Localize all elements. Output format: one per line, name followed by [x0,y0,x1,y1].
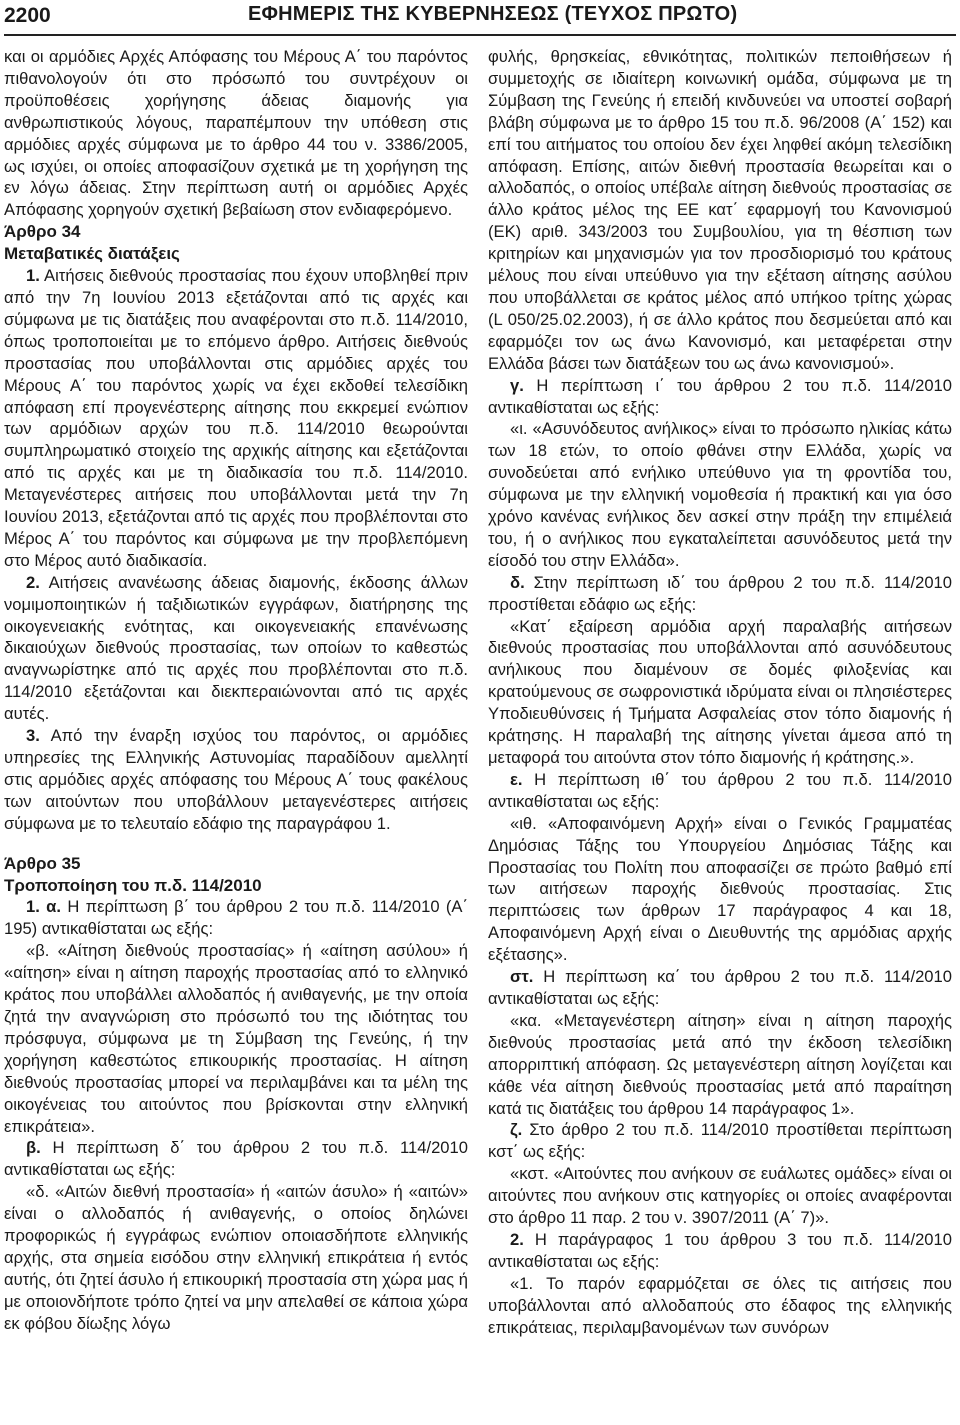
paragraph-text: Στο άρθρο 2 του π.δ. 114/2010 προστίθεται περίπτωση κστ΄ ως εξής: [488,1120,952,1162]
paragraph-number: β. [26,1138,41,1158]
paragraph [4,1137,468,1181]
paragraph: φυλής, θρησκείας, εθνικότητας, πολιτικών πεποιθήσεων ή συμμετοχής σε ιδιαίτερη κοινωνική ομάδα, σύμφωνα με τη Σύμβαση της Γενεύης ή επειδή κινδυνεύει να υποστεί σοβαρή βλάβη σύμφωνα με το άρθρο 15 του π.δ. 96/2008 (Α΄ 152) και επί του αιτήματος του οποίου δεν έχει ληφθεί ακόμη τελεσίδικη απόφαση. Επίσης, αιτών διεθνή προστασία θεωρείται και ο αλλοδαπός, ο οποίος υπέβαλε αίτηση διεθνούς προστασίας σε άλλο κράτος μέλος της ΕΕ κατ΄ εφαρμογή του Κανονισμού (ΕΚ) αριθ. 343/2003 του Συμβουλίου, για τη θέσπιση των κριτηρίων και μηχανισμών για τον προσδιορισμό του κράτους μέλους που είναι υπεύθυνο για την εξέταση αίτησης ασύλου που υποβάλλεται σε κράτος μέλος από υπήκοο τρίτης χώρας (L 050/25.02.2003), ή σε άλλο κράτος που δεσμεύεται από και εφαρμόζει τον ως άνω Κανονισμό, και μεταφέρεται στην Ελλάδα βάσει των διατάξεων του ως άνω κανονισμού». [488,47,952,373]
journal-title: ΕΦΗΜΕΡΙΣ ΤΗΣ ΚΥΒΕΡΝΗΣΕΩΣ (ΤΕΥΧΟΣ ΠΡΩΤΟ) [248,3,738,25]
page-header [4,0,956,32]
paragraph-text: Η περίπτωση β΄ του άρθρου 2 του π.δ. 114/2010 (Α΄ 195) αντικαθίσταται ως εξής: [4,897,468,939]
paragraph [488,966,952,1010]
paragraph [488,572,952,616]
paragraph [4,725,468,835]
paragraph [4,896,468,940]
paragraph-number: 1. α. [26,897,61,917]
paragraph: και οι αρμόδιες Αρχές Απόφασης του Μέρους Α΄ του παρόντος πιθανολογούν ότι στο πρόσωπό του συντρέχουν οι προϋποθέσεις χορήγησης άδειας διαμονής για ανθρωπιστικούς λόγους, παραπέμπουν την υπόθεση στις αρμόδιες αρχές σύμφωνα με το άρθρο 44 του ν. 3386/2005, ως ισχύει, οι οποίες αποφασίζουν σχετικά με τη χορήγηση της εν λόγω άδειας. Στην περίπτωση αυτή οι αρμόδιες Αρχές Απόφασης χορηγούν σχετική βεβαίωση στον ενδιαφερόμενο. [4,47,468,220]
paragraph-number: 3. [26,726,40,746]
paragraph-number: 2. [26,572,40,592]
article-35-title: Άρθρο 35 [4,853,81,873]
paragraph-text: Η περίπτωση δ΄ του άρθρου 2 του π.δ. 114/2010 αντικαθίσταται ως εξής: [4,1138,468,1180]
paragraph-text: Αιτήσεις διεθνούς προστασίας που έχουν υποβληθεί πριν από την 7η Ιουνίου 2013 εξετάζονται από τις αρχές και σύμφωνα με τις διατάξεις που αναφέρονται στο π.δ. 114/2010, όπως τροποποιείται με το επόμενο άρθρο. Αιτήσεις διεθνούς προστασίας που υποβάλλονται στις αρμόδιες αρχές του Μέρους Α΄ του παρόντος χωρίς να έχει εκδοθεί τελεσίδικη απόφαση επί προγενέστερης αίτησης που εκκρεμεί ενώπιον των αρμόδιων αρχών του π.δ. 114/2010 θεωρούνται συμπληρωματικό στοιχείο της αρχικής αίτησης και εξετάζονται από τις αρχές και με τη διαδικασία του π.δ. 114/2010. Μεταγενέστερες αιτήσεις που υποβάλλονται μετά την 7η Ιουνίου 2013, εξετάζονται από τις αρχές που προβλέπονται στο Μέρος Α΄ του παρόντος και σύμφωνα με την προβλεπόμενη στο Μέρος αυτό διαδικασία. [4,266,468,570]
paragraph-text: Στην περίπτωση ιδ΄ του άρθρου 2 του π.δ. 114/2010 προστίθεται εδάφιο ως εξής: [488,572,952,614]
paragraph [488,1229,952,1273]
paragraph-text: Από την έναρξη ισχύος του παρόντος, οι αρμόδιες υπηρεσίες της Ελληνικής Αστυνομίας παραδίδουν αμελλητί στις αρμόδιες αρχές απόφασης του Μέρους Α΄ τους φακέλους των αιτούντων που υποβάλλουν μεταγενέστερες αιτήσεις σύμφωνα με το τελευταίο εδάφιο της παραγράφου 1. [4,726,468,833]
header-rule [4,34,956,36]
paragraph-text: Η περίπτωση ι΄ του άρθρου 2 του π.δ. 114/2010 αντικαθίσταται ως εξής: [488,375,952,417]
paragraph-text: Η παράγραφος 1 του άρθρου 3 του π.δ. 114/2010 αντικαθίσταται ως εξής: [488,1229,952,1271]
quoted-text: «κα. «Μεταγενέστερη αίτηση» είναι η αίτηση παροχής διεθνούς προστασίας μετά από την έκδοση τελεσίδικη απορριπτική απόφαση. Ως μεταγενέστερη αίτηση λογίζεται και κάθε νέα αίτηση διεθνούς προστασίας μετά από παραίτηση κατά τις διατάξεις του άρθρου 14 παράγραφος 1». [488,1010,952,1118]
paragraph-number: ε. [510,769,523,789]
quoted-text: «ιθ. «Αποφαινόμενη Αρχή» είναι ο Γενικός Γραμματέας Δημόσιας Τάξης του Υπουργείου Δημόσιας Τάξης και Προστασίας του Πολίτη που αποφασίζει σε πρώτο βαθμό επί των αιτήσεων παροχής διεθνούς προστασίας. Στις περιπτώσεις των άρθρων 17 παράγραφος 4 και 18, Αποφαινόμενη Αρχή είναι ο Διευθυντής της αρμόδιας αρχής εξέτασης». [488,813,952,965]
quoted-text: «β. «Αίτηση διεθνούς προστασίας» ή «αίτηση ασύλου» ή «αίτηση» είναι η αίτηση παροχής προστασίας από το ελληνικό κράτος που υποβάλλει αλλοδαπός ή ανιθαγενής, με την οποία ζητά την αναγνώριση στο πρόσωπό του της ιδιότητας του πρόσφυγα, σύμφωνα με τη Σύμβαση της Γενεύης, ή την χορήγηση καθεστώτος επικουρικής προστασίας. Η αίτηση διεθνούς προστασίας μπορεί να περιλαμβάνει και τα μέλη της οικογένειας του αιτούντος που βρίσκονται στην ελληνική επικράτεια». [4,941,468,1136]
paragraph [4,572,468,725]
article-35-subtitle: Τροποποίηση του π.δ. 114/2010 [4,875,262,895]
article-34-title: Άρθρο 34 [4,222,81,242]
paragraph-text: Η περίπτωση κα΄ του άρθρου 2 του π.δ. 114/2010 αντικαθίσταται ως εξής: [488,967,952,1008]
paragraph-text: Αιτήσεις ανανέωσης άδειας διαμονής, έκδοσης άλλων νομιμοποιητικών ή ταξιδιωτικών εγγράφων, διατήρησης της οικογενειακής ενότητας, και οικογενειακής επανένωσης δικαιούχων διεθνούς προστασίας, των οποίων το καθεστώς αναγνωρίστηκε από τις αρχές που προβλέπονται στο π.δ. 114/2010 εξετάζονται και διεκπεραιώνονται από τις αρχές αυτές. [4,572,468,724]
left-column [4,46,468,1421]
quoted-text: «ι. «Ασυνόδευτος ανήλικος» είναι το πρόσωπο ηλικίας κάτω των 18 ετών, το οποίο φθάνει στην Ελλάδα, χωρίς να συνοδεύεται από ενήλικο υπεύθυνο για τη φροντίδα του, σύμφωνα με την ελληνική νομοθεσία ή πρακτική και για όσο χρόνο κανένας ενήλικος δεν ασκεί στην πράξη την επιμέλειά του, ή ο ανήλικος που εγκαταλείπεται ασυνόδευτος μετά την είσοδό του στην Ελλάδα». [488,419,952,570]
article-34-subtitle: Μεταβατικές διατάξεις [4,244,180,264]
quoted-text: «δ. «Αιτών διεθνή προστασία» ή «αιτών άσυλο» ή «αιτών» είναι ο αλλοδαπός ή ανιθαγενής, ο οποίος δηλώνει προφορικώς ή εγγράφως ενώπιον οποιασδήποτε ελληνικής αρχής, στα σημεία εισόδου στην ελληνική επικράτεια ή εντός αυτής, ότι ζητεί άσυλο ή επικουρική προστασία στη χώρα μας ή με οποιονδήποτε τρόπο ζητεί να μην απελαθεί σε κάποια χώρα εκ φόβου δίωξης λόγω [4,1182,468,1333]
right-column [488,46,952,1421]
paragraph-number: στ. [510,967,534,987]
paragraph-text: Η περίπτωση ιθ΄ του άρθρου 2 του π.δ. 114/2010 αντικαθίσταται ως εξής: [488,769,952,811]
quoted-text: «κστ. «Αιτούντες που ανήκουν σε ευάλωτες ομάδες» είναι οι αιτούντες που ανήκουν στις κατηγορίες οι οποίες αναφέρονται στο άρθρο 11 παρ. 2 του ν. 3907/2011 (Α΄ 7)». [488,1164,952,1228]
paragraph-number: δ. [510,572,525,592]
paragraph-number: 1. [26,266,40,286]
paragraph [488,1119,952,1163]
paragraph-number: ζ. [510,1120,523,1140]
paragraph-number: 2. [510,1229,524,1249]
paragraph [488,769,952,813]
page-number: 2200 [4,4,51,27]
paragraph-number: γ. [510,375,524,395]
paragraph [4,265,468,572]
quoted-text: «1. Το παρόν εφαρμόζεται σε όλες τις αιτήσεις που υποβάλλονται από αλλοδαπούς στο έδαφος της ελληνικής επικράτειας, περιλαμβανομένων των συνόρων [488,1273,952,1337]
quoted-text: «Κατ΄ εξαίρεση αρμόδια αρχή παραλαβής αιτήσεων διεθνούς προστασίας που υποβάλλονται από ασυνόδευτους ανήλικους που διαμένουν σε δομές φιλοξενίας και κρατούμενους σε σωφρονιστικά ιδρύματα είναι οι πλησιέστερες Υποδιευθύνσεις ή Τμήματα Ασφαλείας στον τόπο διαμονής ή κράτησης. Η παραλαβή της αίτησης γίνεται άμεσα από τη μεταφορά του αιτούντα στον τόπο διαμονής ή κράτησης.». [488,616,952,767]
paragraph [488,375,952,419]
